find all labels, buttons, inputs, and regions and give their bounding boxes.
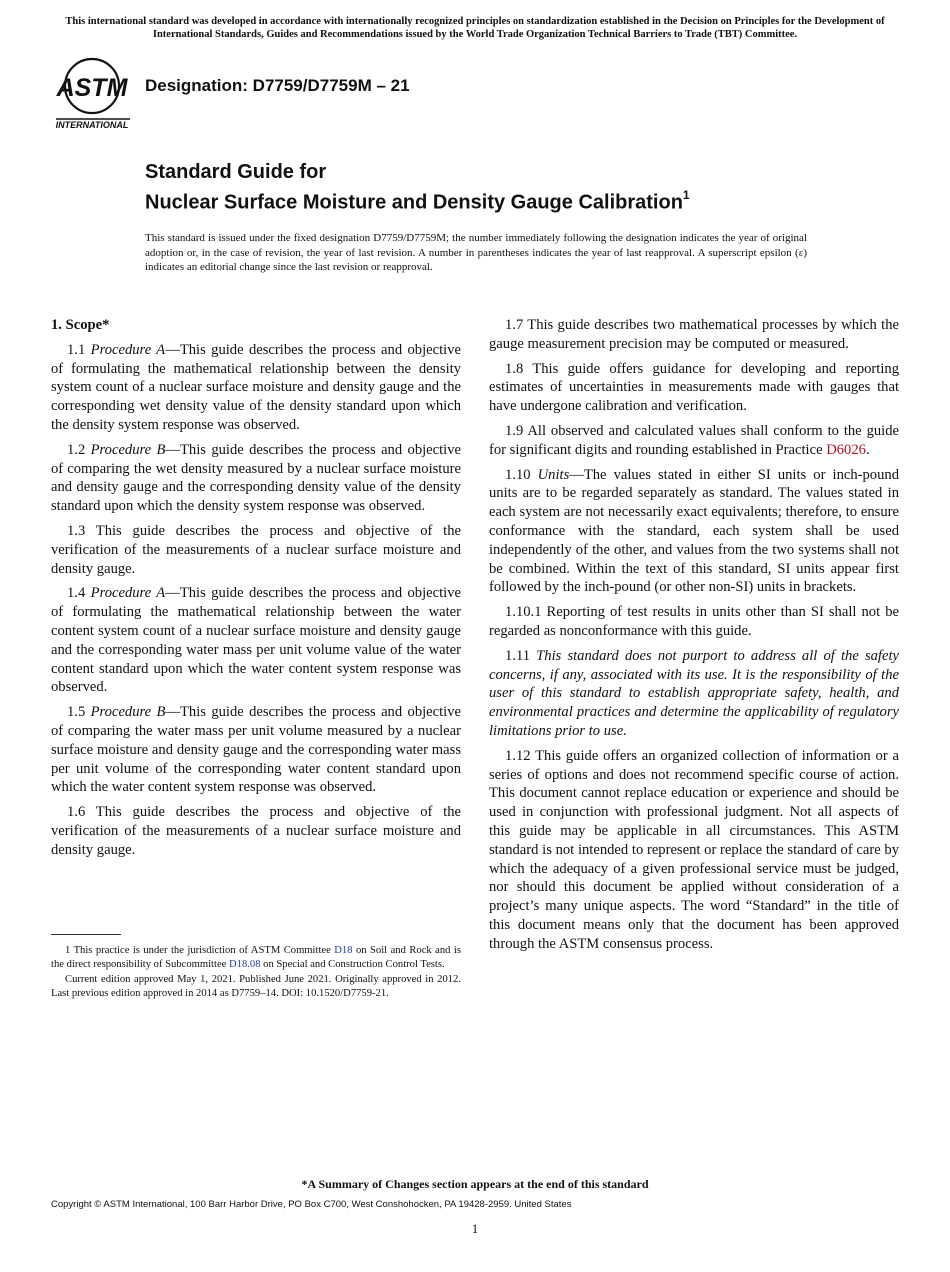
section-1-10: 1.10 Units—The values stated in either SI units or inch-pound units are to be regarded separately as standard. The values stated in each system are not necessarily exact equivalents; therefore, to ensure conformance with the standard, each system shall be used independently of the other, and values from the two systems shall not be combined. Within the text of this standard, SI units appear first followed by the inch-pound (or other non-SI) units in brackets. — [489, 466, 899, 596]
scope-heading: 1. Scope* — [51, 317, 110, 333]
section-1-1: 1.1 Procedure A—This guide describes the process and objective of formulating the mathematical relationship between the density system count of a nuclear surface moisture and density gauge and the corresponding wet density value of the density standard upon which the density system response was observed. — [51, 341, 462, 433]
section-1-11: 1.11 This standard does not purport to address all of the safety concerns, if any, associated with its use. It is the responsibility of the user of this standard to establish appropriate safety, health, and environmental practices and determine the applicability of regulatory limitations prior to use. — [489, 647, 899, 739]
d18-08-link[interactable]: D18.08 — [229, 959, 261, 971]
svg-text:ASTM: ASTM — [56, 74, 128, 102]
tbt-notice: This international standard was developed in accordance with internationally recognized principles on standardization established in the Decision on Principles for the Development of International Standards, Guides and Recommendations issued by the World Trade Organization Technical Barriers to Trade (TBT) Committee. — [65, 16, 885, 40]
section-1-7: 1.7 This guide describes two mathematical processes by which the gauge measurement precision may be computed or measured. — [489, 317, 899, 352]
summary-of-changes-note: *A Summary of Changes section appears at the end of this standard — [301, 1177, 649, 1191]
astm-logo — [52, 56, 134, 132]
d6026-link[interactable]: D6026 — [826, 441, 866, 458]
issuance-statement: This standard is issued under the fixed designation D7759/D7759M; the number immediately following the designation indicates the year of original adoption or, in the case of revision, the year of last revision. A number in parentheses indicates the year of last reapproval. A superscript epsilon (ε) indicates an editorial change since the last revision or reapproval. — [145, 232, 807, 273]
footnote-divider — [51, 934, 121, 935]
document-title — [145, 160, 905, 216]
title-line-1: Standard Guide for — [145, 161, 327, 183]
footnotes — [51, 944, 461, 1001]
section-1-2: 1.2 Procedure B—This guide describes the process and objective of comparing the wet density measured by a nuclear surface moisture and density gauge and the corresponding density value of the density standard upon which the density system response was observed. — [51, 441, 462, 515]
footnote-1: 1 This practice is under the jurisdiction of ASTM Committee D18 on Soil and Rock and is the direct responsibility of Subcommittee D18.08 on Special and Construction Control Tests. — [51, 945, 461, 971]
left-column — [51, 316, 461, 866]
d18-link[interactable]: D18 — [334, 945, 353, 956]
title-footnote-ref[interactable]: 1 — [682, 188, 690, 202]
section-1-3: 1.3 This guide describes the process and objective of the verification of the measurements of a nuclear surface moisture and density gauge. — [51, 522, 461, 577]
footnote-edition: Current edition approved May 1, 2021. Published June 2021. Originally approved in 2012. Last previous edition approved in 2014 as D7759–14. DOI: 10.1520/D7759-21. — [51, 973, 461, 999]
section-1-8: 1.8 This guide offers guidance for developing and reporting estimates of uncertainties in measurements made with gauges that have undergone calibration and verification. — [489, 360, 899, 415]
section-1-12: 1.12 This guide offers an organized collection of information or a series of options and does not recommend specific course of action. This document cannot replace education or experience and should be used in conjunction with professional judgment. Not all aspects of this guide may be applicable in all circumstances. This ASTM standard is not intended to represent or replace the standard of care by which the adequacy of a given professional service must be judged, nor should this document be applied without consideration of a project’s many unique aspects. The word “Standard” in the title of this document means only that the document has been approved through the ASTM consensus process. — [489, 747, 899, 952]
page-number: 1 — [471, 1221, 479, 1236]
designation: Designation: D7759/D7759M – 21 — [145, 76, 410, 95]
title-line-2: Nuclear Surface Moisture and Density Gauge Calibration$^1$ — [145, 188, 690, 214]
section-1-9: 1.9 All observed and calculated values shall conform to the guide for significant digits and rounding established in Practice D6026. — [489, 422, 899, 458]
section-1-10-1: 1.10.1 Reporting of test results in units other than SI shall not be regarded as nonconformance with this guide. — [489, 604, 899, 639]
section-1-5: 1.5 Procedure B—This guide describes the process and objective of comparing the water mass per unit volume measured by a nuclear surface moisture and density gauge and the corresponding water mass per unit volume of the corresponding water content standard upon which the water content system response was observed. — [51, 704, 462, 796]
svg-text:INTERNATIONAL: INTERNATIONAL — [55, 120, 129, 130]
section-1-4: 1.4 Procedure A—This guide describes the process and objective of formulating the mathematical relationship between the water content system count of a nuclear surface moisture and density gauge and the corresponding water mass per unit volume value of the water content standard upon which the water content system response was observed. — [51, 585, 462, 696]
right-column — [489, 316, 899, 960]
section-1-6: 1.6 This guide describes the process and objective of the verification of the measurements of a nuclear surface moisture and density gauge. — [51, 804, 461, 858]
copyright: Copyright © ASTM International, 100 Barr Harbor Drive, PO Box C700, West Conshohocken, PA 19428-2959. United States — [51, 1199, 572, 1210]
